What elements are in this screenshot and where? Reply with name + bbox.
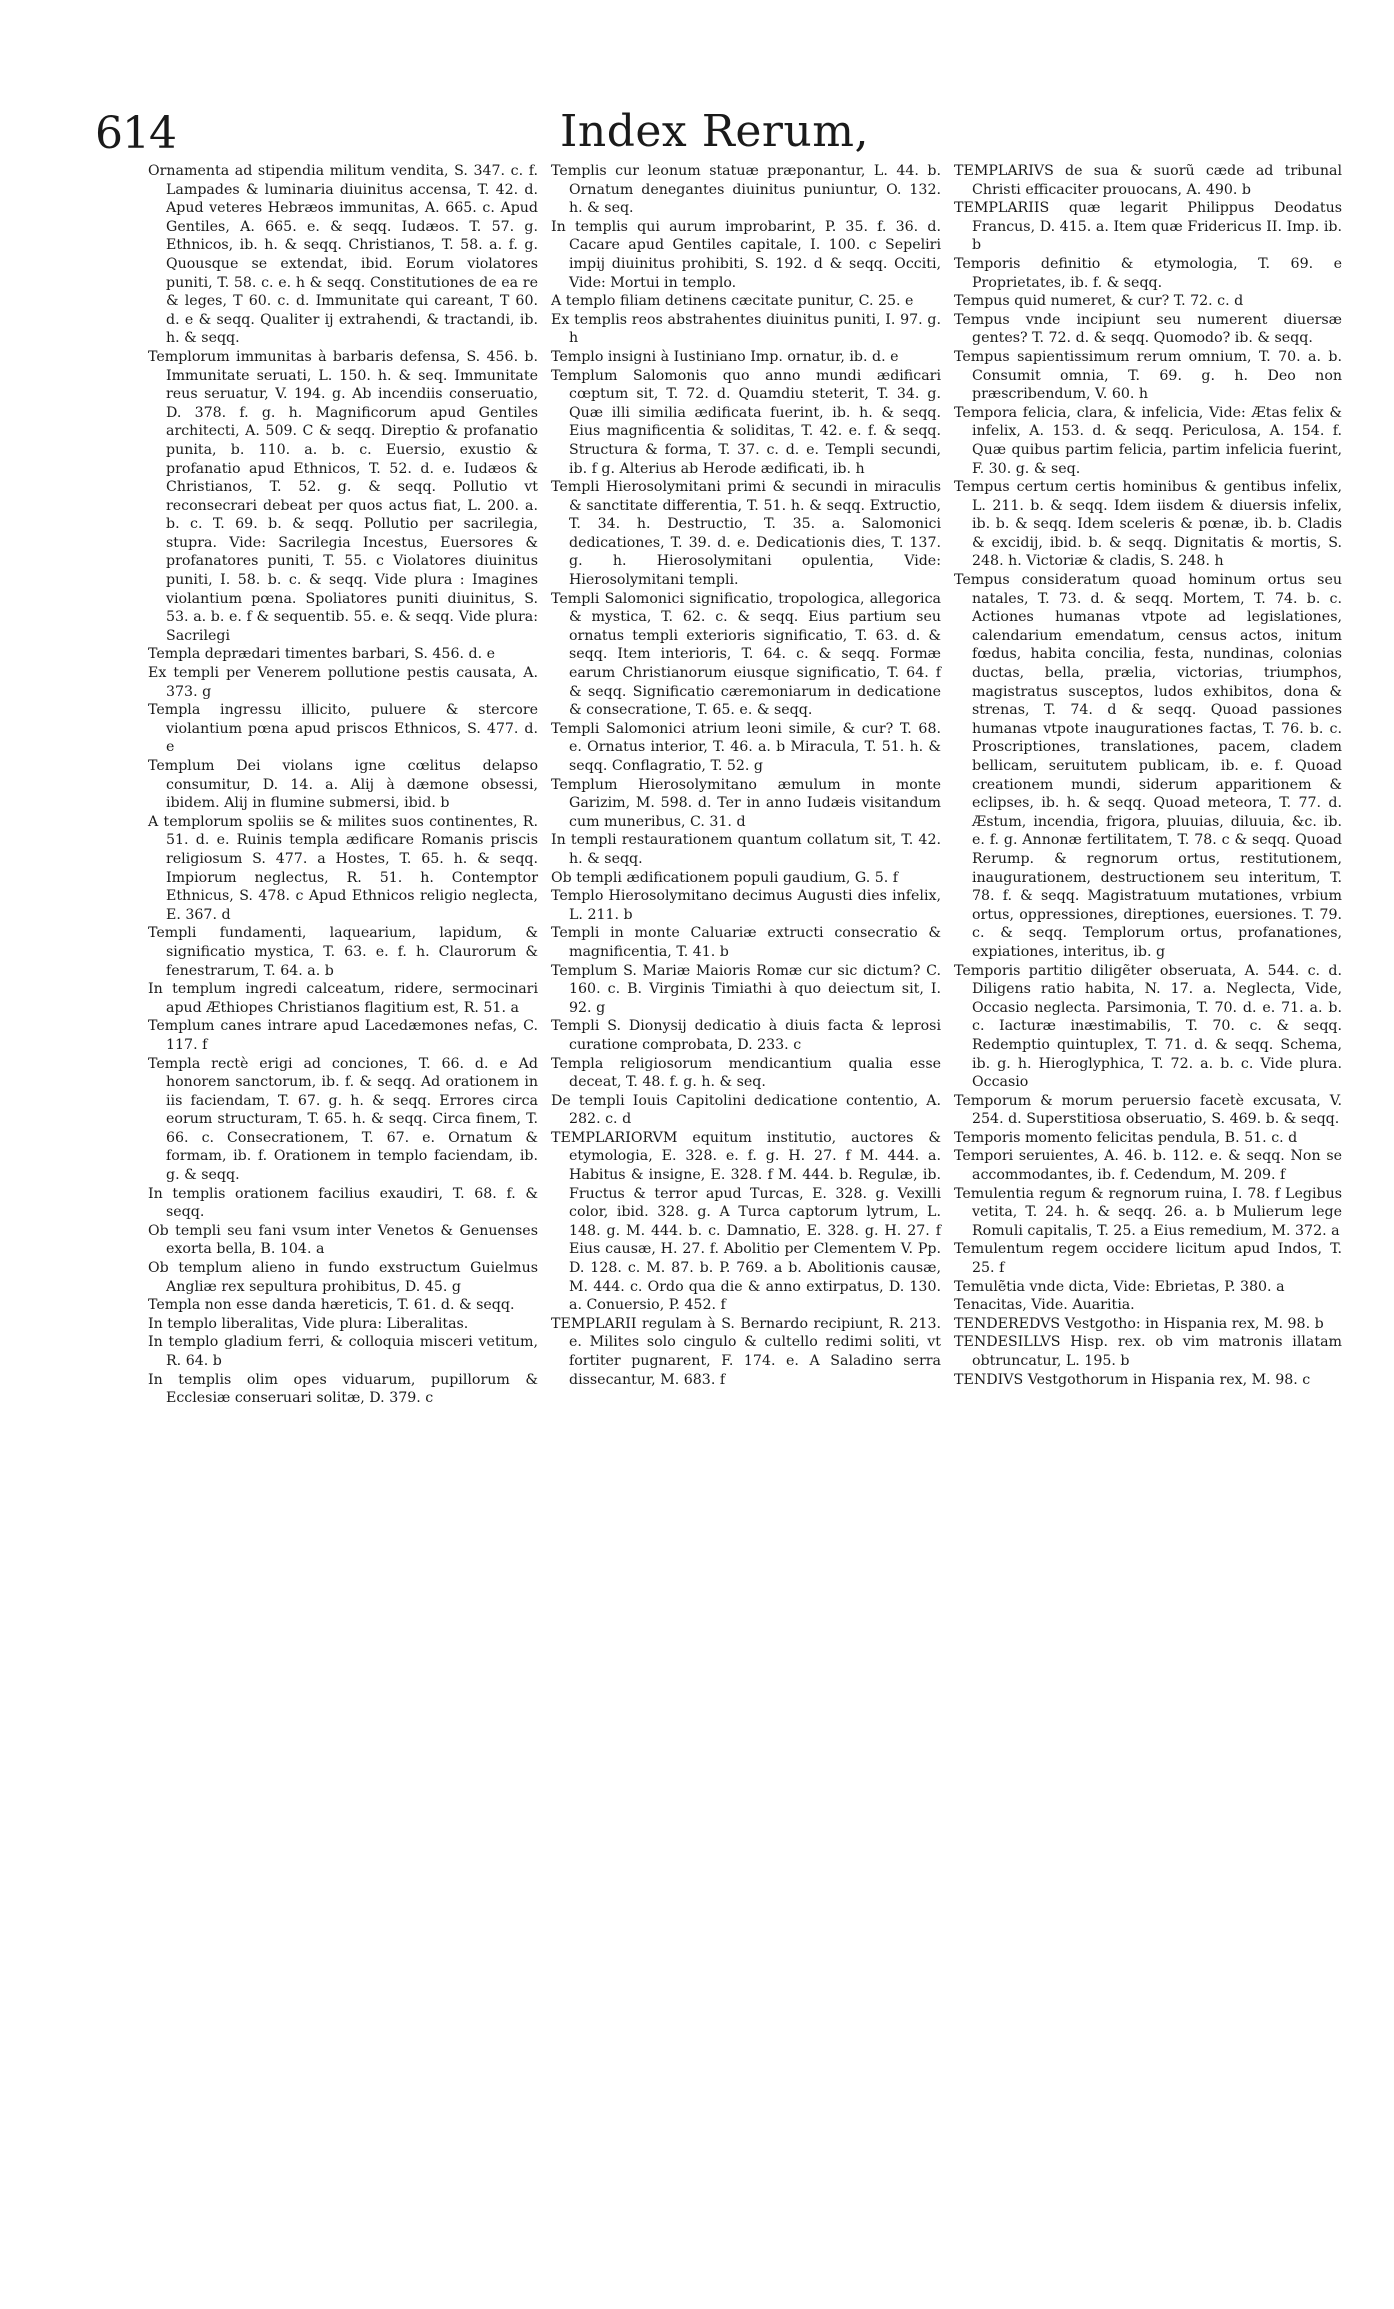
index-entry: Ob templi seu fani vsum inter Venetos & Genuenses exorta bella, B. 104. a xyxy=(148,1222,538,1258)
index-entry: TEMPLARII regulam à S. Bernardo recipiunt, R. 213. e. Milites solo cingulo & cultello redimi soliti, vt fortiter pugnarent, F. 174. e. A Saladino serra dissecantur, M. 683. f xyxy=(551,1315,941,1388)
index-entry: Templa ingressu illicito, puluere & stercore violantium pœna apud priscos Ethnicos, S. 477. d. e xyxy=(148,702,538,756)
index-entry: Templo insigni à Iustiniano Imp. ornatur, ib. d. e xyxy=(551,348,899,365)
index-entry: Templi Salomonici significatio, tropologica, allegorica & mystica, T. 62. c. & seqq. Eius partium seu ornatus templi exterioris significatio, T. 63. d. & seqq. Item interioris, T. 64. c. & seqq. Formæ earum Christianorum eiusque significatio, T. 64. f & seqq. Significatio cæremoniarum in dedicatione & consecratione, T. 65. e. & seqq. xyxy=(551,590,941,719)
index-entry: Templa rectè erigi ad conciones, T. 66. d. e Ad honorem sanctorum, ib. f. & seqq. Ad orationem in iis faciendam, T. 67. g. h. & seqq. Errores circa eorum structuram, T. 65. h. & seqq. Circa finem, T. 66. c. Consecrationem, T. 67. e. Ornatum & formam, ib. f. Orationem in templo faciendam, ib. g. & seqq. xyxy=(148,1055,538,1184)
index-column-3 xyxy=(954,162,1342,1389)
index-entry: Temulentum regem occidere licitum apud Indos, T. 25. f xyxy=(954,1241,1342,1277)
index-entry: Tempus certum certis hominibus & gentibus infelix, L. 211. b. & seqq. Idem iisdem & diuersis infelix, ib. b. & seqq. Idem sceleris & pœnæ, ib. b. Cladis & excidij, ibid. b. & seqq. Dignitatis & mortis, S. 248. h. Victoriæ & cladis, S. 248. h xyxy=(954,479,1342,570)
running-head: Index Rerum, xyxy=(560,106,869,157)
index-entry: In templi restaurationem quantum collatum sit, T. 42. h. & seqq. xyxy=(551,832,941,867)
index-entry: Templa religiosorum mendicantium qualia esse deceat, T. 48. f. g. h. & seq. xyxy=(551,1055,941,1091)
index-entry: Templi S. Dionysij dedicatio à diuis facta & leprosi curatione comprobata, D. 233. c xyxy=(551,1018,941,1053)
index-entry: In templis qui aurum improbarint, P. 35. f. 36. d. Cacare apud Gentiles capitale, I. 100. c Sepeliri impij diuinitus prohibiti, S. 192. d & seqq. Occiti, Vide: Mortui in templo. xyxy=(551,218,941,291)
index-entry: Temulentia regum & regnorum ruina, I. 78. f Legibus vetita, T. 24. h. & seqq. 26. a. b Mulierum lege Romuli capitalis, T. 25. a Eius remedium, M. 372. a xyxy=(954,1185,1342,1239)
index-entry: Templi in monte Caluariæ extructi consecratio & magnificentia, T. 41. b xyxy=(551,925,941,960)
index-entry: Templum S. Mariæ Maioris Romæ cur sic dictum? C. 160. c. B. Virginis Timiathi à quo deiectum sit, I. 92. g xyxy=(551,962,941,1016)
index-entry: TENDESILLVS Hisp. rex. ob vim matronis illatam obtruncatur, L. 195. b xyxy=(954,1334,1342,1369)
index-entry: Templis cur leonum statuæ præponantur, L. 44. b. Ornatum denegantes diuinitus puniuntur, O. 132. h. & seq. xyxy=(551,163,941,217)
index-entry: A templo filiam detinens cæcitate punitur, C. 25. e xyxy=(551,293,914,310)
index-entry: In templis olim opes viduarum, pupillorum & Ecclesiæ conseruari solitæ, D. 379. c xyxy=(148,1371,538,1407)
index-entry: Temporis partitio diligẽter obseruata, A. 544. c. d. Diligens ratio habita, N. 17. a. Neglecta, Vide, Occasio neglecta. Parsimonia, T. 70. d. e. 71. a. b. c. Iacturæ inæstimabilis, T. 70. c. & seqq. Redemptio quintuplex, T. 71. d. & seqq. Schema, ib. g. h. Hieroglyphica, T. 72. a. b. c. Vide plura. Occasio xyxy=(954,962,1342,1091)
index-entry: Templa deprædari timentes barbari, S. 456. d. e xyxy=(148,646,495,663)
index-entry: Tempus quid numeret, & cur? T. 72. c. d xyxy=(954,293,1244,310)
index-entry: In templo liberalitas, Vide plura: Liberalitas. xyxy=(148,1315,469,1332)
index-entry: Templo Hierosolymitano decimus Augusti dies infelix, L. 211. b xyxy=(551,888,941,923)
index-entry: In templis orationem facilius exaudiri, T. 68. f. & seqq. xyxy=(148,1185,538,1221)
index-column-2 xyxy=(551,162,941,1389)
index-entry: A templorum spoliis se & milites suos continentes, R. 51. d. e. Ruinis templa ædificare Romanis priscis religiosum S. 477. a Hostes, T. 65. h. & seqq. Impiorum neglectus, R. 51. h. Contemptor Ethnicus, S. 478. c Apud Ethnicos religio neglecta, E. 367. d xyxy=(148,813,538,923)
index-entry: Ob templum alieno in fundo exstructum Guielmus Angliæ rex sepultura prohibitus, D. 45. g xyxy=(148,1260,538,1295)
index-entry: Tempus sapientissimum rerum omnium, T. 70. a. b. Consumit omnia, T. 69. g. h. Deo non præscribendum, V. 60. h xyxy=(954,348,1342,403)
index-column-1 xyxy=(148,162,538,1408)
index-entry: TEMPLARIIS quæ legarit Philippus Deodatus Francus, D. 415. a. Item quæ Fridericus II. Imp. ib. b xyxy=(954,200,1342,254)
index-entry: Templum canes intrare apud Lacedæmones nefas, C. 117. f xyxy=(148,1018,538,1053)
index-entry: Templorum immunitas à barbaris defensa, S. 456. b. Immunitate seruati, L. 150. h. & seq. Immunitate reus seruatur, V. 194. g. Ab incendiis conseruatio, D. 378. f. g. h. Magnificorum apud Gentiles architecti, A. 509. C & seqq. Direptio & profanatio punita, b. 110. a. b. c. Euersio, exustio & profanatio apud Ethnicos, T. 52. d. e. Iudæos & Christianos, T. 52. g. & seqq. Pollutio vt reconsecrari debeat per quos actus fiat, L. 200. a. b. c. T. 69. b. & seqq. Pollutio per sacrilegia, stupra. Vide: Sacrilegia Incestus, Euersores & profanatores puniti, T. 55. c Violatores diuinitus puniti, I. 58. b. c. & seqq. Vide plura : Imagines violantium pœna. Spoliatores puniti diuinitus, S. 53. a. b. e. f & sequentib. 55. e. & seqq. Vide plura: Sacrilegi xyxy=(148,348,538,644)
index-entry: Templi Hierosolymitani primi & secundi in miraculis & sanctitate differentia, T. 51. h. & seqq. Extructio, T. 34. h. Destructio, T. 35. a. Salomonici dedicationes, T. 39. d. e. Dedicationis dies, T. 137. g. h. Hierosolymitani opulentia, Vide: Hierosolymitani templi. xyxy=(551,479,941,589)
index-entry: Tempori seruientes, A. 46. b. 112. e. & seqq. Non se accommodantes, ib. f. Cedendum, M. 209. f xyxy=(954,1148,1342,1184)
index-entry: Templi Salomonici atrium leoni simile, & cur? T. 68. e. Ornatus interior, T. 46. a. b Miracula, T. 51. h. & seqq. Conflagratio, T. 52. g xyxy=(551,720,941,774)
index-entry: Temporis momento felicitas pendula, B. 51. c. d xyxy=(954,1129,1298,1146)
index-entry: TEMPLARIVS de sua & suorũ cæde ad tribunal Christi efficaciter prouocans, A. 490. b xyxy=(954,163,1342,198)
page-number: 614 xyxy=(95,108,176,159)
index-entry: Tempus vnde incipiunt seu numerent diuersæ gentes? T. 72. d. & seqq. Quomodo? ib. & seqq. xyxy=(954,311,1342,347)
index-entry: TENDEREDVS Vestgotho: in Hispania rex, M. 98. b xyxy=(954,1315,1324,1332)
index-entry: Templum Salomonis quo anno mundi ædificari cœptum sit, T. 72. d. Quamdiu steterit, T. 34. g. Quæ illi similia ædificata fuerint, ib. h. & seqq. Eius magnificentia & soliditas, T. 42. e. f. & seqq. Structura & forma, T. 37. c. d. e. Templi secundi, ib. f g. Alterius ab Herode ædificati, ib. h xyxy=(551,367,941,477)
index-entry: De templi Iouis Capitolini dedicatione contentio, A. 282. c. d xyxy=(551,1092,941,1128)
index-entry: Tenacitas, Vide. Auaritia. xyxy=(954,1297,1135,1314)
index-entry: Ex templi per Venerem pollutione pestis causata, A. 373. g xyxy=(148,665,538,700)
index-entry: Temporis definitio & etymologia, T. 69. e Proprietates, ib. f. & seqq. xyxy=(954,255,1342,291)
index-entry: In templum ingredi calceatum, ridere, sermocinari apud Æthiopes Christianos flagitium est, R. 51. a xyxy=(148,981,538,1016)
index-entry: Templum Dei violans igne cœlitus delapso consumitur, D. 14. a. Alij à dæmone obsessi, ibidem. Alij in flumine submersi, ibid. b xyxy=(148,758,538,812)
index-entry: Tempus consideratum quoad hominum ortus seu natales, T. 73. d. & seqq. Mortem, T. 74. b. c. Actiones humanas vtpote ad legislationes, calendarium emendatum, census actos, initum fœdus, habita concilia, festa, nundinas, colonias ductas, bella, prælia, victorias, triumphos, magistratus susceptos, ludos exhibitos, dona & strenas, T. 74. d & seqq. Quoad passiones humanas vtpote inaugurationes factas, T. 76. b. c. Proscriptiones, translationes, pacem, cladem bellicam, seruitutem publicam, ib. e. f. Quoad creationem mundi, siderum apparitionem & eclipses, ib. h. & seqq. Quoad meteora, T. 77. d. Æstum, incendia, frigora, pluuias, diluuia, &c. ib. e. f. g. Annonæ fertilitatem, T. 78. c & seqq. Quoad Rerump. & regnorum ortus, restitutionem, inaugurationem, destructionem seu interitum, T. 78. f. & seqq. Magistratuum mutationes, vrbium ortus, oppressiones, direptiones, euersiones. T. 79. c. & seqq. Templorum ortus, profanationes, expiationes, interitus, ib. g xyxy=(954,572,1342,960)
index-entry: TENDIVS Vestgothorum in Hispania rex, M. 98. c xyxy=(954,1371,1311,1388)
index-entry: Templi fundamenti, laquearium, lapidum, & significatio mystica, T. 63. e. f. h. Claurorum & fenestrarum, T. 64. a. b xyxy=(148,925,538,979)
index-entry: Ornamenta ad stipendia militum vendita, S. 347. c. f. Lampades & luminaria diuinitus accensa, T. 42. d. Apud veteres Hebræos immunitas, A. 665. c. Apud Gentiles, A. 665. e. & seqq. Iudæos. T. 57. g. Ethnicos, ib. h. & seqq. Christianos, T. 58. a. f. g. Quousque se extendat, ibid. Eorum violatores puniti, T. 58. c. e. h & seqq. Constitutiones de ea re & leges, T 60. c. d. Immunitate qui careant, T 60. d. e & seqq. Qualiter ij extrahendi, & tractandi, ib. h. & seqq. xyxy=(148,163,538,347)
index-entry: Temporum & morum peruersio facetè excusata, V. 254. d. Superstitiosa obseruatio, S. 469. b. & seqq. xyxy=(954,1092,1342,1128)
index-entry: In templo gladium ferri, & colloquia misceri vetitum, R. 64. b xyxy=(148,1334,538,1369)
index-entry: TEMPLARIORVM equitum institutio, auctores & etymologia, E. 328. e. f. g. H. 27. f M. 444. a. Habitus & insigne, E. 328. f M. 444. b. Regulæ, ib. Fructus & terror apud Turcas, E. 328. g. Vexilli color, ibid. 328. g. A Turca captorum lytrum, L. 148. g. M. 444. b. c. Damnatio, E. 328. g. H. 27. f Eius causæ, H. 27. f. Abolitio per Clementem V. Pp. D. 128. c. M. 87. b. P. 769. a b. Abolitionis causæ, M. 444. c. Ordo qua die & anno extirpatus, D. 130. a. Conuersio, P. 452. f xyxy=(551,1129,941,1314)
index-entry: Ob templi ædificationem populi gaudium, G. 5. f xyxy=(551,869,899,886)
index-entry: Templum Hierosolymitano æmulum in monte Garizim, M. 598. d. Ter in anno Iudæis visitandum cum muneribus, C. 31. d xyxy=(551,776,941,830)
index-entry: Templa non esse danda hæreticis, T. 61. d. & seqq. xyxy=(148,1297,515,1314)
index-entry: Temulẽtia vnde dicta, Vide: Ebrietas, P. 380. a xyxy=(954,1278,1285,1295)
index-entry: Ex templis reos abstrahentes diuinitus puniti, I. 97. g. h xyxy=(551,311,941,347)
index-entry: Tempora felicia, clara, & infelicia, Vide: Ætas felix & infelix, A. 153. d. & seqq. Periculosa, A. 154. f. Quæ quibus partim felicia, partim infelicia fuerint, F. 30. g. & seq. xyxy=(954,404,1342,477)
